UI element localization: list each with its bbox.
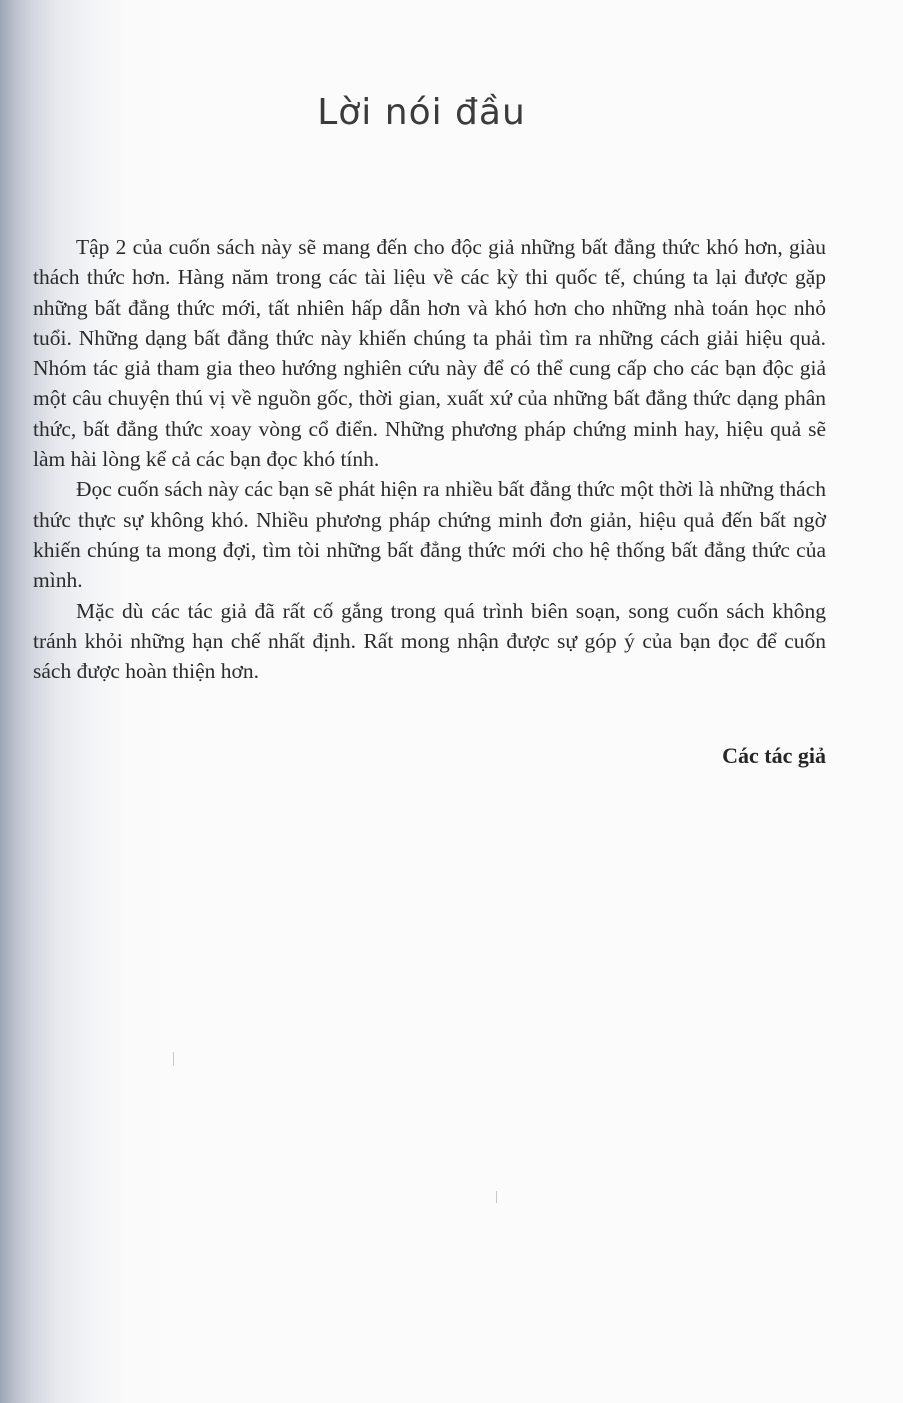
scan-speck bbox=[496, 1191, 497, 1203]
scan-speck bbox=[173, 1052, 174, 1066]
body-text bbox=[33, 232, 826, 686]
signature: Các tác giả bbox=[722, 743, 826, 768]
paragraph-3: Mặc dù các tác giả đã rất cố gắng trong quá trình biên soạn, song cuốn sách không tránh khỏi những hạn chế nhất định. Rất mong nhận được sự góp ý của bạn đọc để cuốn sách được hoàn thiện hơn. bbox=[33, 598, 826, 684]
page-title: Lời nói đầu bbox=[317, 92, 526, 133]
paragraph-1: Tập 2 của cuốn sách này sẽ mang đến cho độc giả những bất đẳng thức khó hơn, giàu thách thức hơn. Hàng năm trong các tài liệu về các kỳ thi quốc tế, chúng ta lại được gặp những bất đẳng thức mới, tất nhiên hấp dẫn hơn và khó hơn cho những nhà toán học nhỏ tuổi. Những dạng bất đẳng thức này khiến chúng ta phải tìm ra những cách giải hiệu quả. Nhóm tác giả tham gia theo hướng nghiên cứu này để có thể cung cấp cho các bạn độc giả một câu chuyện thú vị về nguồn gốc, thời gian, xuất xứ của những bất đẳng thức dạng phân thức, bất đẳng thức xoay vòng cổ điển. Những phương pháp chứng minh hay, hiệu quả sẽ làm hài lòng kể cả các bạn đọc khó tính. bbox=[33, 235, 826, 472]
paragraph-2: Đọc cuốn sách này các bạn sẽ phát hiện ra nhiều bất đẳng thức một thời là những thách thức thực sự không khó. Nhiều phương pháp chứng minh đơn giản, hiệu quả đến bất ngờ khiến chúng ta mong đợi, tìm tòi những bất đẳng thức mới cho hệ thống bất đẳng thức của mình. bbox=[33, 477, 826, 593]
